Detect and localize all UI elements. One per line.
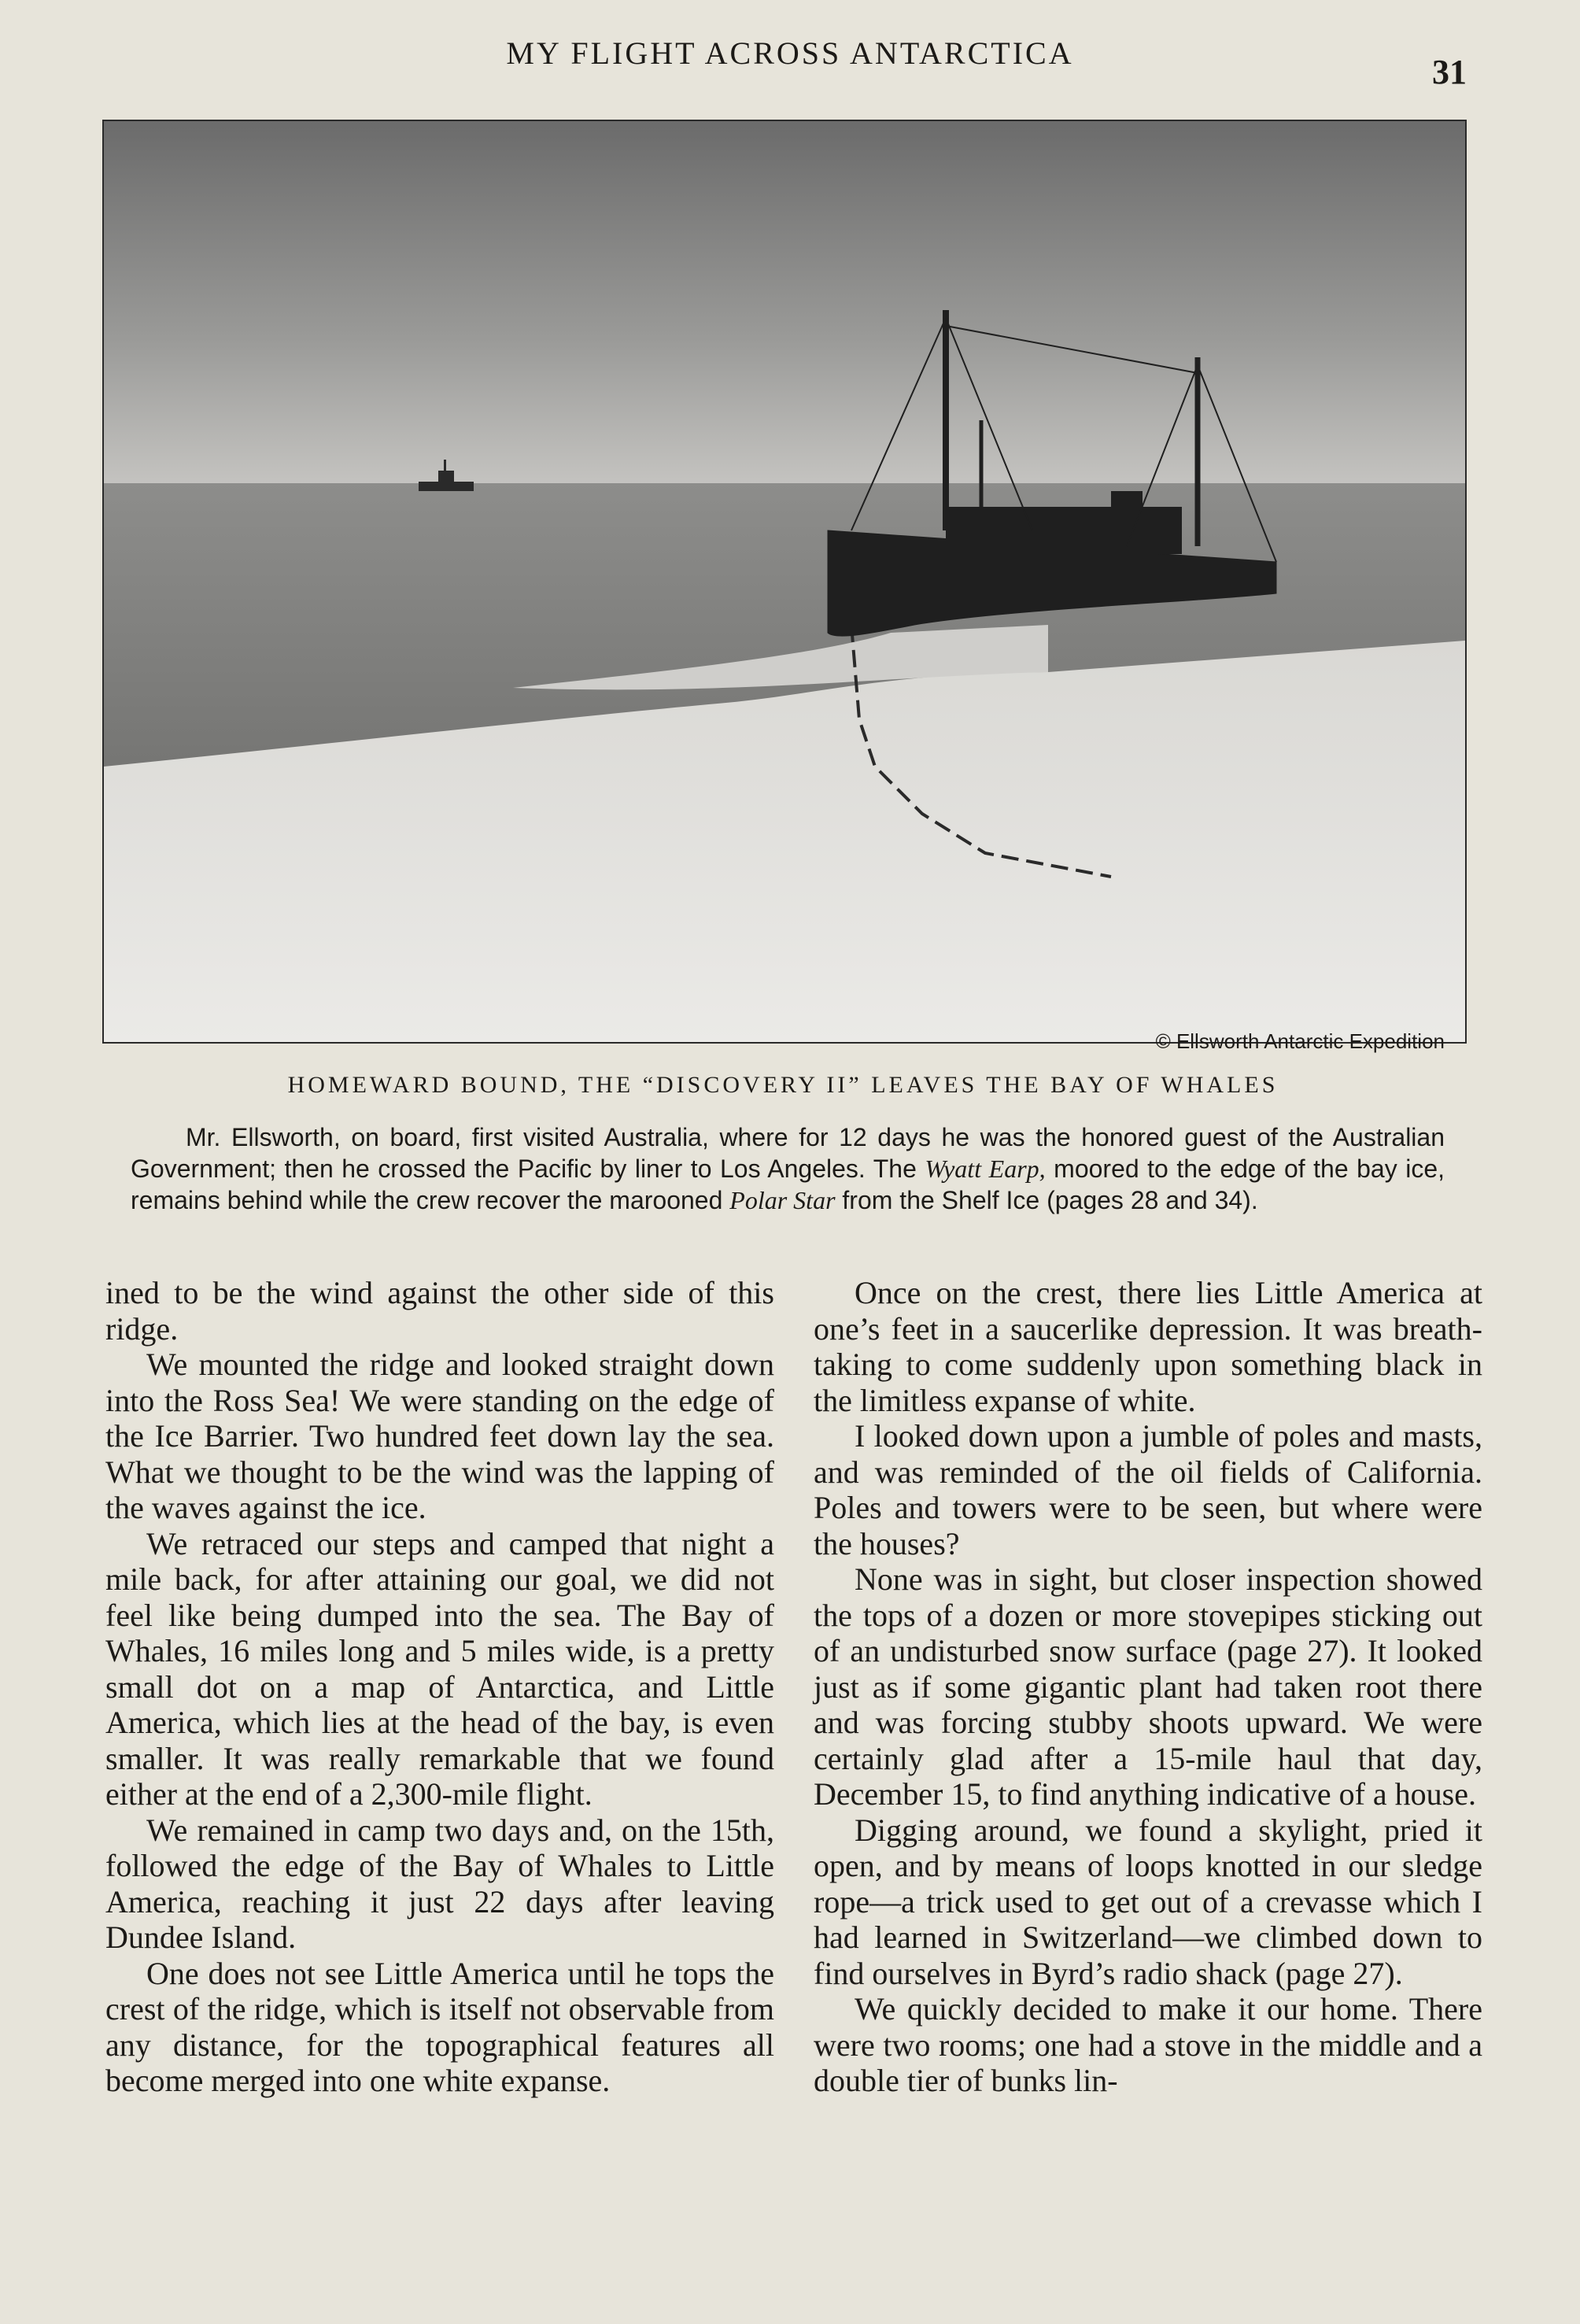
paragraph: ined to be the wind against the other side of this ridge. [105,1275,774,1347]
photo-illustration [104,121,1465,1042]
caption-text-2: moored to the edge of the bay ice, remains behind while the crew recover the marooned [131,1155,1445,1214]
paragraph: Once on the crest, there lies Little America at one’s feet in a saucerlike depression. It was breath-taking to come suddenly upon something black in the limitless expanse of white. [814,1275,1482,1418]
left-column [105,1275,774,2099]
paragraph: I looked down upon a jumble of poles and masts, and was reminded of the oil fields of California. Poles and towers were to be seen, but where were the houses? [814,1418,1482,1561]
caption-text-1: Mr. Ellsworth, on board, first visited Australia, where for 12 days he was the honored guest of the Australian Government; then he crossed the Pacific by liner to Los Angeles. The [131,1123,1445,1183]
caption-text [131,1121,1445,1216]
page-number: 31 [1432,53,1467,91]
caption-ship-name: Wyatt Earp, [925,1155,1046,1183]
caption-title: HOMEWARD BOUND, THE “DISCOVERY II” LEAVES THE BAY OF WHALES [287,1072,1279,1098]
ship-photograph [102,120,1467,1044]
paragraph: We quickly decided to make it our home. There were two rooms; one had a stove in the middle and a double tier of bunks lin- [814,1991,1482,2098]
running-head: MY FLIGHT ACROSS ANTARCTICA [506,35,1074,71]
paragraph: One does not see Little America until he tops the crest of the ridge, which is itself not observable from any distance, for the topographical features all become merged into one white expanse. [105,1955,774,2098]
paragraph: We mounted the ridge and looked straight down into the Ross Sea! We were standing on the edge of the Ice Barrier. Two hundred feet down lay the sea. What we thought to be the wind was the lapping of the waves against the ice. [105,1347,774,1525]
paragraph: We retraced our steps and camped that night a mile back, for after attaining our goal, we did not feel like being dumped into the sea. The Bay of Whales, 16 miles long and 5 miles wide, is a pretty small dot on a map of Antarctica, and Little America, which lies at the head of the bay, is even smaller. It was really remarkable that we found either at the end of a 2,300-mile flight. [105,1525,774,1812]
paragraph: Digging around, we found a skylight, pried it open, and by means of loops knotted in our sledge rope—a trick used to get out of a crevasse which I had learned in Switzerland—we climbed down to find ourselves in Byrd’s radio shack (page 27). [814,1812,1482,1991]
paragraph: None was in sight, but closer inspection showed the tops of a dozen or more stovepipes sticking out of an undisturbed snow surface (page 27). It looked just as if some gigantic plant had taken root there and was forcing stubby shoots upward. We were certainly glad after a 15-mile haul that day, December 15, to find anything indicative of a house. [814,1561,1482,1812]
paragraph: We remained in camp two days and, on the 15th, followed the edge of the Bay of Whales to Little America, reaching it just 22 days after leaving Dundee Island. [105,1812,774,1955]
right-column [814,1275,1482,2099]
caption-plane-name: Polar Star [729,1186,836,1214]
sky [104,121,1465,483]
photo-credit: © Ellsworth Antarctic Expedition [1155,1029,1445,1053]
caption-text-3: from the Shelf Ice (pages 28 and 34). [835,1186,1258,1214]
